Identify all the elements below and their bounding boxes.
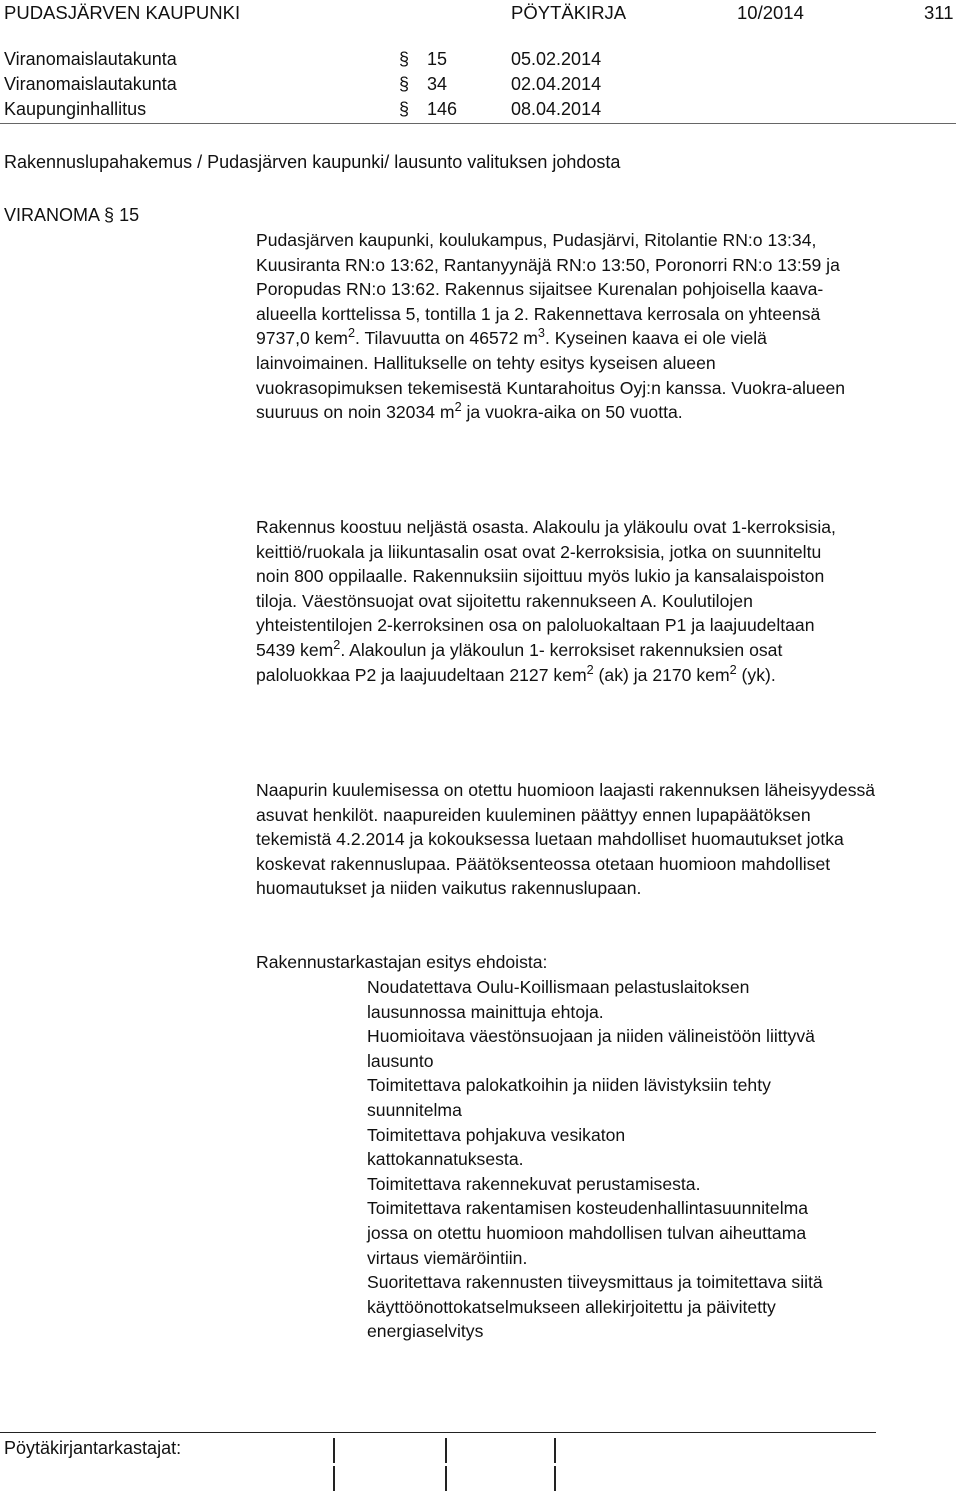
paragraph-text: (yk). bbox=[736, 664, 776, 685]
description-paragraph bbox=[256, 228, 856, 425]
neighbour-paragraph bbox=[256, 778, 876, 901]
building-paragraph bbox=[256, 515, 856, 687]
paragraph-text: . Tilavuutta on 46572 m bbox=[355, 328, 538, 349]
superscript: 2 bbox=[347, 326, 355, 341]
superscript: 2 bbox=[454, 400, 462, 415]
paragraph-text: (ak) ja 2170 kem bbox=[593, 664, 730, 685]
signature-box-divider bbox=[445, 1466, 447, 1491]
list-item: Toimitettava palokatkoihin ja niiden lävistyksiin tehty suunnitelma bbox=[367, 1075, 771, 1120]
signature-box-divider bbox=[445, 1438, 447, 1463]
list-item: Toimitettava rakentamisen kosteudenhallintasuunnitelma jossa on otettu huomioon mahdollisen tulvan aiheuttama virtaus viemäröintiin. bbox=[367, 1198, 809, 1268]
paragraph-text: . Alakoulun ja yläkoulun 1- kerroksiset rakennuksien osat paloluokkaa P2 ja laajuudeltaan 2127 kem bbox=[256, 639, 783, 685]
superscript: 2 bbox=[333, 638, 341, 652]
meeting-section: 34 bbox=[427, 74, 448, 94]
meeting-date: 02.04.2014 bbox=[511, 74, 602, 94]
meeting-date: 05.02.2014 bbox=[511, 49, 602, 69]
meeting-section: 146 bbox=[427, 99, 458, 119]
meeting-section: 15 bbox=[427, 49, 448, 69]
meeting-date: 08.04.2014 bbox=[511, 99, 602, 119]
reviewers-label: Pöytäkirjantarkastajat: bbox=[4, 1438, 182, 1458]
document-number: 10/2014 bbox=[737, 2, 804, 23]
reference-label: VIRANOMA bbox=[4, 205, 100, 225]
list-item: Noudatettava Oulu-Koillismaan pelastuslaitoksen lausunnossa mainittuja ehtoja. bbox=[367, 977, 750, 1022]
paragraph-text: ja vuokra-aika on 50 vuotta. bbox=[461, 402, 683, 423]
paragraph-text: . Kyseinen kaava ei ole vielä lainvoimainen. Hallitukselle on tehty esitys kyseisen alueen vuokrasopimuksen tekemisestä Kuntarahoitus Oyj:n kanssa. Vuokra-alueen suuruus on noin 32034 m bbox=[256, 328, 846, 423]
signature-box-divider bbox=[333, 1438, 335, 1463]
proposal-intro: Rakennustarkastajan esitys ehdoista: bbox=[256, 952, 548, 972]
footer-divider bbox=[0, 1432, 876, 1433]
list-item: Toimitettava pohjakuva vesikaton kattokannatuksesta. bbox=[367, 1124, 626, 1170]
meeting-body: Viranomaislautakunta bbox=[4, 49, 177, 69]
signature-box-divider bbox=[333, 1466, 335, 1491]
paragraph-text: Rakennus koostuu neljästä osasta. Alakoulu ja yläkoulu ovat 1-kerroksisia, keittiö/ruokala ja liikuntasalin osat ovat 2-kerroksisia, jotka on suunniteltu noin 800 oppilaalle. Rakennuksiin sijoittuu myös lukio ja kansalaispoiston tiloja. Väestönsuojat ovat sijoitettu rakennukseen A. Koulutilojen yhteistentilojen 2-kerroksinen osa on paloluokaltaan P1 ja laajuudeltaan 5439 kem bbox=[256, 517, 836, 660]
page-number: 311 bbox=[924, 2, 954, 23]
section-sign-icon: § bbox=[104, 205, 115, 225]
paragraph-text: Naapurin kuulemisessa on otettu huomioon laajasti rakennuksen läheisyydessä asuvat henkilöt. naapureiden kuuleminen päättyy ennen lupapäätöksen tekemistä 4.2.2014 ja kokouksessa luetaan mahdolliset huomautukset jotka koskevat rakennuslupaa. Päätöksenteossa otetaan huomioon mahdolliset huomautukset ja niiden vaikutus rakennuslupaan. bbox=[256, 780, 876, 899]
section-sign-icon: § bbox=[399, 99, 410, 119]
meeting-body: Viranomaislautakunta bbox=[4, 74, 177, 94]
superscript: 3 bbox=[537, 326, 545, 341]
header-divider bbox=[0, 123, 956, 124]
list-item: Toimitettava rakennekuvat perustamisesta. bbox=[367, 1173, 701, 1194]
document-type: PÖYTÄKIRJA bbox=[511, 2, 627, 23]
conditions-list bbox=[367, 975, 887, 1344]
superscript: 2 bbox=[586, 662, 594, 677]
section-sign-icon: § bbox=[399, 49, 410, 69]
signature-box-divider bbox=[554, 1438, 556, 1463]
superscript: 2 bbox=[729, 662, 737, 677]
list-item: Suoritettava rakennusten tiiveysmittaus ja toimitettava siitä käyttöönottokatselmukseen allekirjoitettu ja päivitetty energiaselvitys bbox=[367, 1272, 823, 1342]
paragraph-text: Pudasjärven kaupunki, koulukampus, Pudasjärvi, Ritolantie RN:o 13:34, Kuusiranta RN:o 13:62, Rantanyynäjä RN:o 13:50, Poronorri RN:o 13:59 ja Poropudas RN:o 13:62. Rakennus sijaitsee Kurenalan pohjoisella kaava- alueella korttelissa 5, tontilla 1 ja 2. Rakennettava kerrosala on yhteensä 9737,0 kem bbox=[256, 230, 840, 349]
section-sign-icon: § bbox=[399, 74, 410, 94]
organization-name: PUDASJÄRVEN KAUPUNKI bbox=[4, 2, 241, 23]
document-title: Rakennuslupahakemus / Pudasjärven kaupunki/ lausunto valituksen johdosta bbox=[4, 152, 621, 172]
signature-box-divider bbox=[554, 1466, 556, 1491]
list-item: Huomioitava väestönsuojaan ja niiden välineistöön liittyvä lausunto bbox=[367, 1026, 815, 1071]
reference-number: 15 bbox=[119, 205, 140, 225]
section-reference bbox=[4, 205, 139, 226]
meeting-body: Kaupunginhallitus bbox=[4, 99, 147, 119]
